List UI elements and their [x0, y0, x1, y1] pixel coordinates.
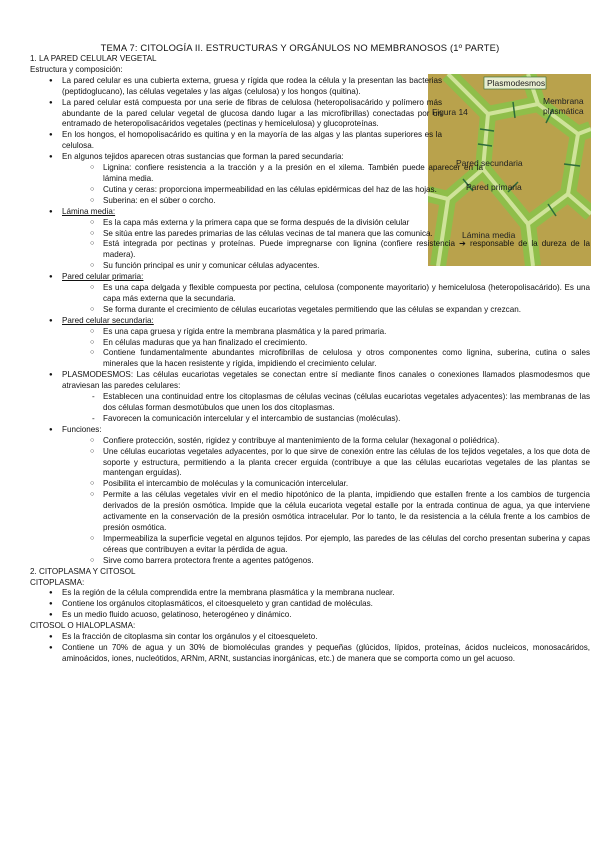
- citoplasma-label: CITOPLASMA:: [30, 577, 85, 587]
- plasmodesmos-text: ● PLASMODESMOS: Las células eucariotas vegetales se conectan entre sí mediante finos canales o conexiones llamados plasmodesmos que atraviesan las paredes celulares:: [30, 370, 590, 392]
- list-item: ● La pared celular es una cubierta externa, gruesa y rígida que rodea la célula y la presentan las bacterias (peptidoglucano), las células vegetales y las algas (celulosa) y los hongos (quitina).: [30, 76, 442, 98]
- list-item: ○ Suberina: en el súber o corcho.: [30, 196, 483, 207]
- estructura-subheading: Estructura y composición:: [30, 64, 123, 74]
- citoplasma-list: [30, 588, 590, 621]
- list-item: ○ Cutina y ceras: proporciona impermeabilidad en las células epidérmicas del haz de las hojas.: [30, 185, 483, 196]
- list-item: ○ Contiene fundamentalmente abundantes microfibrillas de celulosa y otros componentes como lignina, suberina, cutina o sales minerales que la hacen resistente y rígida, impidiendo el crecimiento celular.: [30, 348, 590, 370]
- lamina-media-label: Lámina media:: [62, 206, 116, 216]
- section2-heading: 2. CITOPLASMA Y CITOSOL: [30, 566, 136, 576]
- list-item: ● Es la región de la célula comprendida entre la membrana plasmática y la membrana nuclear.: [30, 588, 590, 599]
- list-item: ○ Impermeabiliza la superficie vegetal en algunos tejidos. Por ejemplo, las paredes de las células del corcho presentan suberina y capas céreas que contribuyen a evitar la pérdida de agua.: [30, 534, 590, 556]
- estructura-list: [30, 76, 590, 163]
- label-plasmatica: plasmática: [543, 106, 584, 116]
- plasmodesmos-list: [30, 392, 590, 425]
- funciones-list: [30, 436, 590, 567]
- funciones-label: ● Funciones:: [30, 425, 590, 436]
- list-item: ● Es la fracción de citoplasma sin contar los orgánulos y el citoesqueleto.: [30, 632, 590, 643]
- pared-primaria-block: [30, 272, 590, 283]
- list-item: ● En los hongos, el homopolisacárido es quitina y en la mayoría de las algas y las plantas superiores es la celulosa.: [30, 130, 442, 152]
- list-item: ○ Está integrada por pectinas y proteínas. Puede impregnarse con lignina (confiere resistencia ➔ responsable de la dureza de la madera).: [30, 239, 590, 261]
- document-body: [30, 54, 590, 665]
- list-item: ● Contiene los orgánulos citoplasmáticos, el citoesqueleto y gran cantidad de moléculas.: [30, 599, 590, 610]
- pared-secundaria-substances: [30, 163, 590, 207]
- plasmodesmos-block: [30, 370, 590, 392]
- list-item: ○ Permite a las células vegetales vivir en el medio hipotónico de la planta, impidiendo que estallen frente a los cambios de turgencia derivados de la presión osmótica. Impide que la célula eucariota vegetal estalle por la entrada continua de agua, ya que interviene activamente en la conservación de la presión osmótica intracelular. Por lo tanto, le da resistencia a la célula frente a los cambios de presión osmótica.: [30, 490, 590, 534]
- list-item: ● En algunos tejidos aparecen otras sustancias que forman la pared secundaria:: [30, 152, 442, 163]
- list-item: ○ Su función principal es unir y comunicar células adyacentes.: [30, 261, 590, 272]
- list-item: ● Contiene un 70% de agua y un 30% de biomoléculas grandes y pequeñas (glúcidos, lípidos, proteínas, ácidos nucleicos, monosacáridos, aminoácidos, iones, nucleótidos, ARNm, ARNt, sustancias inorgánicas, etc.) de manera que se comporta como un gel acuoso.: [30, 643, 590, 665]
- pared-primaria-label: Pared celular primaria:: [62, 272, 144, 282]
- list-item: ● Es un medio fluido acuoso, gelatinoso, heterogéneo y dinámico.: [30, 610, 590, 621]
- list-item: ○ Posibilita el intercambio de moléculas y la comunicación intercelular.: [30, 479, 590, 490]
- lamina-media-block: [30, 207, 590, 218]
- list-item: ○ Se forma durante el crecimiento de células eucariotas vegetales permitiendo que las células se expandan y crezcan.: [30, 305, 590, 316]
- pared-secundaria-list: [30, 327, 590, 371]
- citosol-list: [30, 632, 590, 665]
- label-figura: Figura 14: [432, 107, 468, 117]
- section1-heading: 1. LA PARED CELULAR VEGETAL: [30, 54, 157, 63]
- list-item: ○ Sirve como barrera protectora frente a agentes patógenos.: [30, 556, 590, 567]
- list-item: ○ Es la capa más externa y la primera capa que se forma después de la división celular: [30, 218, 590, 229]
- list-item: ○ Es una capa gruesa y rígida entre la membrana plasmática y la pared primaria.: [30, 327, 590, 338]
- page-title: TEMA 7: CITOLOGÍA II. ESTRUCTURAS Y ORGÁNULOS NO MEMBRANOSOS (1º PARTE): [100, 42, 500, 53]
- list-item: ○ Une células eucariotas vegetales adyacentes, por lo que sirve de conexión entre las células de los tejidos vegetales, a los que dota de soporte y estructura, permitiendo a la planta crecer erguida (contribuye a que las células eucariotas vegetales de las plantas se mantengan erguidas).: [30, 447, 590, 480]
- list-item: ○ Es una capa delgada y flexible compuesta por pectina, celulosa (componente mayoritario) y hemicelulosa (heteropolisacárido). Es una capa más externa que la secundaria.: [30, 283, 590, 305]
- list-item: ○ Lignina: confiere resistencia a la tracción y a la presión en el xilema. También puede aparecer en la lámina media.: [30, 163, 483, 185]
- label-pared-secundaria: Pared secundaria: [456, 158, 523, 168]
- citosol-label: CITOSOL O HIALOPLASMA:: [30, 621, 136, 631]
- list-item: ● La pared celular está compuesta por una serie de fibras de celulosa (heteropolisacárido y polímero más abundante de la pared celular vegetal de glucosa dando lugar a las microfibrillas) conectadas por un entramado de heteropolisacáridos vegetales (pectinas y hemicelulosa) y glucoproteínas.: [30, 98, 442, 131]
- pared-primaria-list: [30, 283, 590, 316]
- funciones-block: [30, 425, 590, 436]
- list-item: ○ En células maduras que ya han finalizado el crecimiento.: [30, 338, 590, 349]
- lamina-media-list: [30, 218, 590, 273]
- list-item: - Establecen una continuidad entre los citoplasmas de células vecinas (células eucariotas vegetales adyacentes): las membranas de las dos células forman desmotúbulos que unen los dos citoplasmas.: [30, 392, 590, 414]
- label-pared-primaria: Pared primaria: [466, 182, 522, 192]
- label-membrana: Membrana: [543, 96, 584, 106]
- pared-secundaria-block: [30, 316, 590, 327]
- list-item: ○ Se sitúa entre las paredes primarias de las células vecinas de tal manera que las comunica.: [30, 229, 590, 240]
- pared-secundaria-label: Pared celular secundaria:: [62, 315, 154, 325]
- list-item: ○ Confiere protección, sostén, rigidez y contribuye al mantenimiento de la forma celular (hexagonal o poliédrica).: [30, 436, 590, 447]
- label-lamina-media: Lámina media: [462, 230, 516, 240]
- label-plasmodesmos: Plasmodesmos: [487, 78, 546, 88]
- list-item: - Favorecen la comunicación intercelular y el intercambio de sustancias (moléculas).: [30, 414, 590, 425]
